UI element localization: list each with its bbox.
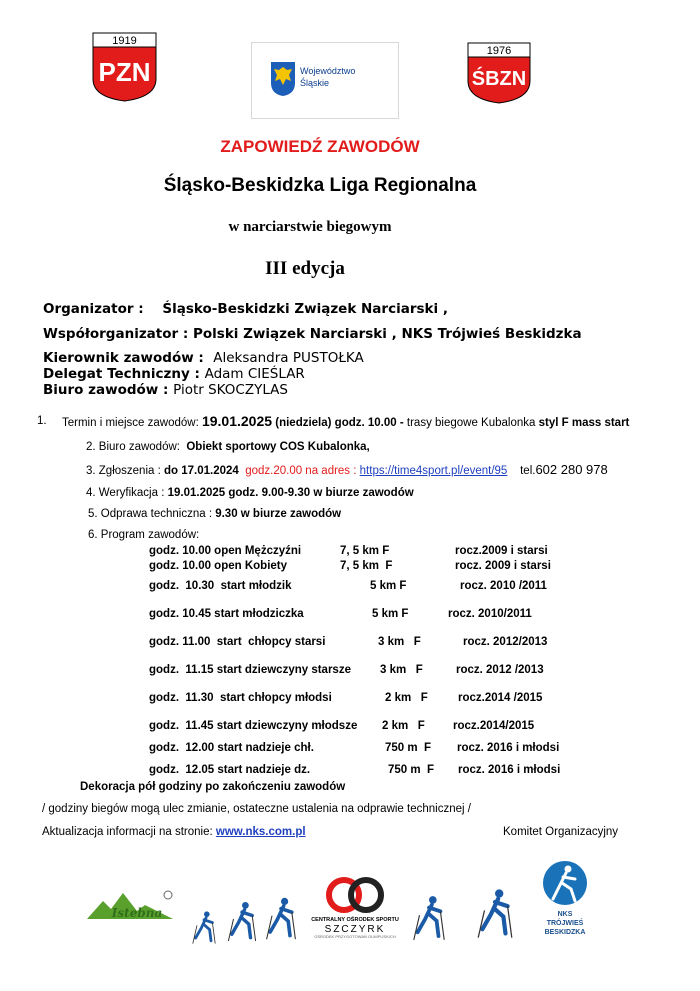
item-4-value: 19.01.2025 godz. 9.00-9.30 w biurze zawodów [167, 487, 414, 499]
coorganizer-value: Polski Związek Narciarski , NKS Trójwieś Beskidzka [192, 326, 582, 342]
program-distance: 750 m F [388, 764, 435, 776]
coorganizer-line [43, 326, 582, 342]
committee-signature: Komitet Organizacyjny [503, 826, 619, 838]
wojewodztwo-text [300, 65, 355, 89]
sbzn-logo [466, 41, 532, 105]
program-distance: 5 km F [372, 608, 409, 620]
pzn-logo [91, 31, 158, 103]
update-label: Aktualizacja informacji na stronie: [42, 826, 213, 838]
delegate-label: Delegat Techniczny : [43, 366, 200, 382]
item-3-time: godz.20.00 na adres : [245, 465, 357, 477]
eagle-shield-icon [270, 61, 296, 97]
office-line [43, 382, 288, 398]
program-time: godz. 11.15 start dziewczyny starsze [149, 664, 351, 676]
skier-icon [225, 900, 259, 943]
program-time: godz. 11.30 start chłopcy młodsi [149, 692, 332, 704]
edition-title: III edycja [265, 258, 345, 279]
coorganizer-label: Współorganizator : [43, 326, 189, 342]
item-3 [86, 462, 608, 477]
program-year: rocz. 2016 i młodsi [458, 764, 561, 776]
discipline-subtitle: w narciarstwie biegowym [228, 219, 392, 235]
item-3-date: do 17.01.2024 [164, 465, 239, 477]
skier-icon [474, 887, 516, 940]
program-time: godz. 11.45 start dziewczyny młodsze [149, 720, 358, 732]
program-year: rocz. 2009 i starsi [455, 560, 551, 572]
program-distance: 2 km F [382, 720, 425, 732]
nks-line2: TRÓJWIEŚ [546, 920, 584, 927]
program-distance: 3 km F [380, 664, 423, 676]
nks-website-link[interactable]: www.nks.com.pl [215, 826, 306, 838]
program-time: godz. 12.05 start nadzieje dz. [149, 764, 311, 776]
item-2-label: 2. Biuro zawodów: [86, 441, 180, 453]
program-year: rocz. 2012/2013 [463, 636, 548, 648]
program-time: godz. 10.00 open Mężczyźni [149, 545, 302, 557]
item-5-label: 5. Odprawa techniczna : [88, 508, 213, 520]
program-distance: 2 km F [385, 692, 428, 704]
cos-line1: CENTRALNY OŚRODEK SPORTU [311, 917, 399, 923]
nks-line1: NKS [557, 911, 573, 918]
nks-trojwies-logo [535, 859, 595, 943]
organizer-label: Organizator : [43, 301, 144, 317]
wojewodztwo-line1: Województwo [300, 66, 356, 76]
item-1-place: trasy biegowe Kubalonka [406, 417, 536, 429]
program-year: rocz. 2016 i młodsi [457, 742, 560, 754]
program-year: rocz.2014 /2015 [458, 692, 543, 704]
update-line [42, 826, 306, 838]
program-distance: 7, 5 km F [340, 545, 390, 557]
manager-label: Kierownik zawodów : [43, 350, 204, 366]
schedule-note: / godziny biegów mogą ulec zmianie, ostateczne ustalenia na odprawie technicznej / [42, 803, 471, 815]
program-year: rocz. 2012 /2013 [456, 664, 544, 676]
skier-icon [410, 894, 448, 942]
program-year: rocz.2009 i starsi [455, 545, 548, 557]
organizer-value: Śląsko-Beskidzki Związek Narciarski , [162, 301, 448, 317]
office-label: Biuro zawodów : [43, 382, 169, 398]
decoration-note: Dekoracja pół godziny po zakończeniu zawodów [80, 781, 346, 793]
item-2-value: Obiekt sportowy COS Kubalonka, [186, 441, 370, 453]
item-1-day: (niedziela) godz. 10.00 - [275, 417, 404, 429]
wojewodztwo-logo [251, 42, 399, 119]
manager-line [43, 350, 364, 366]
program-time: godz. 10.45 start młodziczka [149, 608, 304, 620]
skier-icon [263, 896, 299, 941]
istebna-logo [85, 887, 175, 929]
item-4 [86, 487, 414, 499]
skier-icon [190, 910, 218, 945]
item-1-label: Termin i miejsce zawodów: [62, 417, 199, 429]
program-time: godz. 10.00 open Kobiety [149, 560, 288, 572]
cos-line3: OŚRODEK PRZYGOTOWAŃ OLIMPIJSKICH [314, 934, 396, 939]
item-1-date: 19.01.2025 [201, 413, 273, 429]
item-5-value: 9.30 w biurze zawodów [215, 508, 342, 520]
item-3-tel-label: tel. [520, 465, 536, 477]
cos-szczyrk-logo [310, 877, 400, 941]
organizer-line [43, 301, 448, 317]
item-3-phone: 602 280 978 [535, 462, 608, 477]
sbzn-year: 1976 [486, 45, 512, 57]
wojewodztwo-line2: Śląskie [300, 78, 330, 88]
item-1-number: 1. [37, 415, 47, 427]
item-3-label: 3. Zgłoszenia : [86, 465, 161, 477]
office-value: Piotr SKOCZYLAS [173, 382, 288, 398]
item-1-style: styl F mass start [538, 417, 630, 429]
pzn-year: 1919 [112, 35, 137, 47]
istebna-text: Istebna [111, 906, 163, 920]
program-distance: 3 km F [378, 636, 421, 648]
nks-line3: BESKIDZKA [544, 929, 586, 936]
program-time: godz. 12.00 start nadzieje chł. [149, 742, 314, 754]
registration-link[interactable]: https://time4sport.pl/event/95 [359, 465, 508, 477]
cos-line2: SZCZYRK [324, 924, 386, 935]
program-year: rocz.2014/2015 [453, 720, 535, 732]
program-distance: 5 km F [370, 580, 407, 592]
item-6-label: 6. Program zawodów: [88, 529, 200, 541]
sbzn-letters: ŚBZN [471, 68, 527, 90]
item-2 [86, 441, 370, 453]
program-year: rocz. 2010/2011 [448, 608, 532, 620]
pzn-letters: PZN [98, 57, 151, 87]
delegate-value: Adam CIEŚLAR [204, 366, 305, 382]
announcement-title: ZAPOWIEDŹ ZAWODÓW [220, 137, 420, 156]
item-1 [62, 413, 629, 429]
program-time: godz. 11.00 start chłopcy starsi [149, 636, 326, 648]
program-distance: 750 m F [385, 742, 432, 754]
program-year: rocz. 2010 /2011 [460, 580, 547, 592]
league-title: Śląsko-Beskidzka Liga Regionalna [163, 175, 477, 196]
item-4-label: 4. Weryfikacja : [86, 487, 165, 499]
item-5 [88, 508, 341, 520]
program-distance: 7, 5 km F [340, 560, 393, 572]
manager-value: Aleksandra PUSTOŁKA [213, 350, 364, 366]
program-time: godz. 10.30 start młodzik [149, 580, 292, 592]
delegate-line [43, 366, 305, 382]
